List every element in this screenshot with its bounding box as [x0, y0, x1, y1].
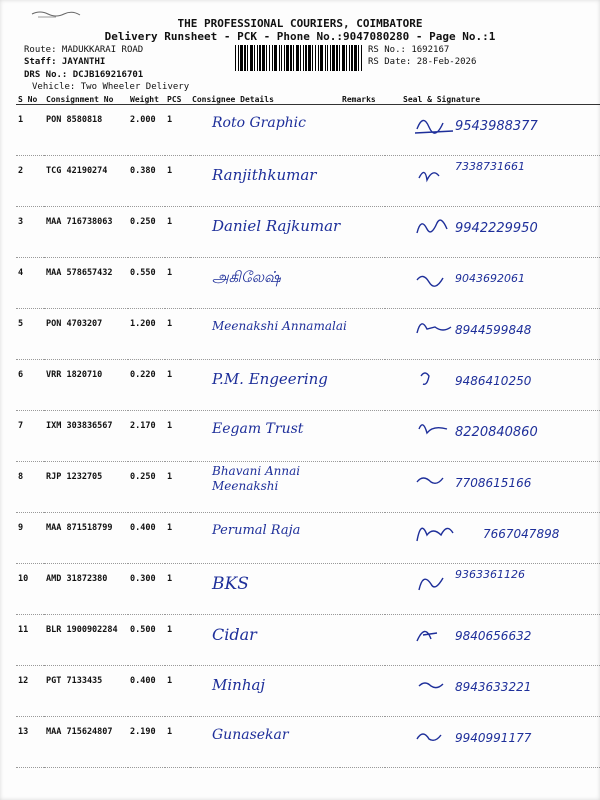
consignee-handwriting: Minhaj: [212, 676, 266, 694]
table-row: [16, 564, 600, 615]
cell-remarks: [340, 564, 385, 615]
cell-seal: [385, 717, 600, 768]
signature-scribble: [413, 517, 457, 547]
barcode-bar: [308, 45, 311, 71]
cell-consignee: [190, 615, 340, 666]
signature-scribble: [413, 160, 457, 190]
barcode-bar: [290, 45, 292, 71]
cell-sno: 3: [16, 207, 44, 258]
barcode-bar: [312, 45, 313, 71]
cell-remarks: [340, 615, 385, 666]
cell-remarks: [340, 207, 385, 258]
barcode-bar: [284, 45, 285, 71]
route-label: Route: MADUKKARAI ROAD: [24, 45, 144, 55]
barcode-bar: [269, 45, 270, 71]
cell-seal: [385, 513, 600, 564]
cell-pcs: 1: [165, 411, 190, 462]
cell-remarks: [340, 360, 385, 411]
cell-weight: 0.380: [128, 156, 165, 207]
cell-remarks: [340, 156, 385, 207]
barcode-bar: [330, 45, 331, 71]
barcode-bar: [286, 45, 289, 71]
cell-weight: 0.400: [128, 666, 165, 717]
cell-remarks: [340, 666, 385, 717]
cell-consignment: MAA 578657432: [44, 258, 128, 309]
cell-sno: 9: [16, 513, 44, 564]
barcode-bar: [274, 45, 277, 71]
barcode-bar: [257, 45, 258, 71]
signature-scribble: [413, 364, 457, 394]
cell-remarks: [340, 258, 385, 309]
runsheet-title: Delivery Runsheet - PCK - Phone No.:9047080280 - Page No.:1: [104, 30, 496, 43]
recipient-phone: 7338731661: [455, 160, 525, 173]
cell-sno: 11: [16, 615, 44, 666]
table-row: [16, 360, 600, 411]
header-seal: Seal & Signature: [385, 94, 600, 105]
cell-seal: [385, 207, 600, 258]
cell-remarks: [340, 462, 385, 513]
cell-weight: 2.190: [128, 717, 165, 768]
cell-weight: 2.170: [128, 411, 165, 462]
header-remarks: Remarks: [340, 94, 385, 105]
barcode-bar: [240, 45, 243, 71]
cell-weight: 0.250: [128, 462, 165, 513]
cell-pcs: 1: [165, 513, 190, 564]
cell-consignment: IXM 303836567: [44, 411, 128, 462]
barcode-bar: [325, 45, 326, 71]
cell-sno: 5: [16, 309, 44, 360]
cell-weight: 0.400: [128, 513, 165, 564]
consignee-handwriting: Cidar: [212, 625, 257, 644]
cell-sno: 1: [16, 105, 44, 156]
cell-consignee: [190, 666, 340, 717]
consignee-handwriting: Gunasekar: [212, 727, 289, 743]
cell-sno: 13: [16, 717, 44, 768]
cell-consignee: [190, 105, 340, 156]
cell-seal: [385, 666, 600, 717]
recipient-phone: 9942229950: [455, 221, 538, 236]
table-row: [16, 156, 600, 207]
cell-seal: [385, 411, 600, 462]
company-title: THE PROFESSIONAL COURIERS, COIMBATORE: [177, 17, 423, 30]
barcode-bar: [250, 45, 253, 71]
recipient-phone: 8220840860: [455, 425, 538, 440]
table-row: [16, 258, 600, 309]
barcode-bar: [320, 45, 323, 71]
recipient-phone: 7667047898: [483, 527, 560, 541]
cell-pcs: 1: [165, 717, 190, 768]
rs-date: RS Date: 28-Feb-2026: [368, 57, 477, 67]
consignee-handwriting: Bhavani Annai Meenakshi: [212, 464, 301, 493]
table-row: [16, 717, 600, 768]
cell-seal: [385, 564, 600, 615]
barcode-bar: [339, 45, 340, 71]
barcode-bar: [293, 45, 294, 71]
recipient-phone: 9940991177: [455, 731, 532, 745]
barcode-bar: [332, 45, 335, 71]
cell-pcs: 1: [165, 258, 190, 309]
barcode-bar: [354, 45, 357, 71]
signature-scribble: [413, 109, 457, 139]
barcode-bar: [318, 45, 319, 71]
consignee-handwriting: Roto Graphic: [212, 115, 306, 131]
cell-consignee: [190, 513, 340, 564]
cell-pcs: 1: [165, 105, 190, 156]
cell-weight: 0.250: [128, 207, 165, 258]
barcode: [234, 45, 364, 71]
vehicle-label: Vehicle: Two Wheeler Delivery: [32, 82, 190, 92]
barcode-bar: [346, 45, 347, 71]
cell-consignee: [190, 411, 340, 462]
cell-sno: 6: [16, 360, 44, 411]
signature-scribble: [413, 313, 457, 343]
cell-seal: [385, 360, 600, 411]
barcode-bar: [244, 45, 246, 71]
cell-consignee: [190, 462, 340, 513]
rs-number: RS No.: 1692167: [368, 45, 450, 55]
recipient-phone: 9486410250: [455, 374, 532, 388]
consignee-handwriting: BKS: [212, 574, 249, 594]
cell-sno: 7: [16, 411, 44, 462]
consignee-handwriting: Eegam Trust: [212, 421, 304, 437]
barcode-bar: [235, 45, 236, 71]
barcode-bar: [351, 45, 353, 71]
cell-sno: 4: [16, 258, 44, 309]
cell-consignment: BLR 1900902284: [44, 615, 128, 666]
recipient-phone: 8944599848: [455, 323, 532, 337]
cell-pcs: 1: [165, 462, 190, 513]
recipient-phone: 9543988377: [455, 119, 538, 134]
signature-scribble: [413, 415, 457, 445]
table-row: [16, 615, 600, 666]
table-row: [16, 666, 600, 717]
table-header-row: [16, 94, 600, 105]
recipient-phone: 8943633221: [455, 680, 532, 694]
cell-sno: 8: [16, 462, 44, 513]
barcode-bar: [238, 45, 239, 71]
cell-weight: 0.500: [128, 615, 165, 666]
cell-weight: 0.220: [128, 360, 165, 411]
barcode-bar: [361, 45, 362, 71]
recipient-phone: 9363361126: [455, 568, 525, 581]
cell-consignee: [190, 258, 340, 309]
cell-consignment: TCG 42190274: [44, 156, 128, 207]
barcode-bar: [303, 45, 304, 71]
barcode-bar: [296, 45, 299, 71]
cell-consignee: [190, 564, 340, 615]
consignee-handwriting: Daniel Rajkumar: [212, 217, 341, 235]
cell-consignee: [190, 717, 340, 768]
barcode-bar: [281, 45, 282, 71]
consignee-handwriting: Ranjithkumar: [212, 166, 317, 184]
cell-weight: 2.000: [128, 105, 165, 156]
cell-consignment: PGT 7133435: [44, 666, 128, 717]
cell-pcs: 1: [165, 309, 190, 360]
cell-pcs: 1: [165, 360, 190, 411]
header-consignment: Consignment No: [44, 94, 128, 105]
barcode-bar: [327, 45, 328, 71]
recipient-phone: 9840656632: [455, 629, 532, 643]
cell-seal: [385, 258, 600, 309]
signature-scribble: [413, 670, 457, 700]
cell-pcs: 1: [165, 666, 190, 717]
cell-seal: [385, 105, 600, 156]
table-row: [16, 462, 600, 513]
barcode-bar: [336, 45, 338, 71]
barcode-bar: [254, 45, 255, 71]
header-sno: S No: [16, 94, 44, 105]
cell-consignee: [190, 207, 340, 258]
cell-remarks: [340, 717, 385, 768]
staff-label: Staff: JAYANTHI: [24, 57, 106, 67]
cell-consignee: [190, 309, 347, 360]
runsheet-table: [16, 94, 600, 768]
cell-seal: [385, 156, 600, 207]
cell-remarks: [340, 411, 385, 462]
barcode-bar: [342, 45, 345, 71]
table-row: [16, 411, 600, 462]
signature-scribble: [413, 619, 457, 649]
signature-scribble: [413, 568, 457, 598]
recipient-phone: 9043692061: [455, 272, 525, 285]
recipient-phone: 7708615166: [455, 476, 532, 490]
table-row: [16, 207, 600, 258]
consignee-handwriting: P.M. Engeering: [212, 370, 328, 388]
cell-consignment: MAA 715624807: [44, 717, 128, 768]
cell-sno: 10: [16, 564, 44, 615]
consignee-handwriting: Perumal Raja: [212, 523, 301, 538]
signature-scribble: [413, 721, 457, 751]
barcode-bar: [272, 45, 273, 71]
cell-consignment: PON 4703207: [44, 309, 128, 360]
cell-pcs: 1: [165, 207, 190, 258]
cell-weight: 0.300: [128, 564, 165, 615]
cell-consignment: VRR 1820710: [44, 360, 128, 411]
consignee-handwriting: Meenakshi Annamalai: [212, 319, 347, 333]
signature-scribble: [413, 466, 457, 496]
cell-remarks: [340, 513, 385, 564]
signature-scribble: [413, 211, 457, 241]
cell-consignee: [190, 360, 340, 411]
cell-weight: 0.550: [128, 258, 165, 309]
cell-pcs: 1: [165, 615, 190, 666]
barcode-bar: [305, 45, 307, 71]
cell-consignee: [190, 156, 340, 207]
cell-weight: 1.200: [128, 309, 165, 360]
header-pcs: PCS: [165, 94, 190, 105]
barcode-bar: [247, 45, 248, 71]
barcode-bar: [262, 45, 265, 71]
cell-consignment: PON 8580818: [44, 105, 128, 156]
signature-scribble: [413, 262, 457, 292]
table-row: [16, 309, 600, 360]
cell-consignment: AMD 31872380: [44, 564, 128, 615]
cell-consignment: MAA 716738063: [44, 207, 128, 258]
barcode-bar: [279, 45, 280, 71]
barcode-bar: [266, 45, 267, 71]
cell-sno: 2: [16, 156, 44, 207]
cell-remarks: [340, 105, 385, 156]
cell-remarks: [340, 309, 385, 360]
table-row: [16, 513, 600, 564]
cell-pcs: 1: [165, 156, 190, 207]
cell-seal: [385, 615, 600, 666]
cell-seal: [385, 309, 600, 360]
barcode-bar: [315, 45, 316, 71]
header-weight: Weight: [128, 94, 165, 105]
barcode-bar: [358, 45, 359, 71]
drs-number: DRS No.: DCJB169216701: [24, 70, 144, 80]
cell-consignment: MAA 871518799: [44, 513, 128, 564]
table-row: [16, 105, 600, 156]
consignee-handwriting: அகிலேஷ்: [212, 268, 281, 286]
barcode-bar: [259, 45, 261, 71]
cell-pcs: 1: [165, 564, 190, 615]
cell-seal: [385, 462, 600, 513]
cell-sno: 12: [16, 666, 44, 717]
barcode-bar: [300, 45, 301, 71]
header-consignee: Consignee Details: [190, 94, 340, 105]
barcode-bar: [349, 45, 350, 71]
cell-consignment: RJP 1232705: [44, 462, 128, 513]
